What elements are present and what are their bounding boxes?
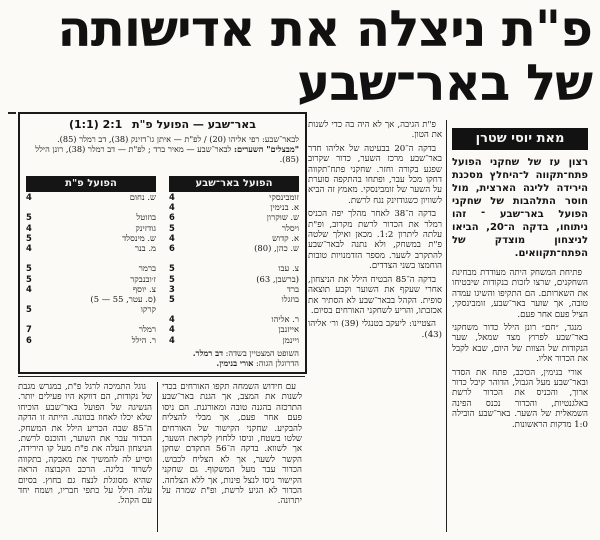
away-player-row	[26, 284, 156, 294]
player-grade: 6	[169, 212, 175, 223]
away-player-row	[26, 192, 156, 202]
player-name: ז׳ובנבקר	[130, 273, 156, 284]
player-name: גודזינק	[135, 222, 156, 233]
player-name: ש. מינסלד	[122, 232, 156, 243]
referee-name: דב רמלר.	[192, 348, 224, 358]
player-name: קרקו	[140, 304, 156, 315]
player-grade: 4	[169, 324, 175, 335]
subs-label: "מבצלים" השערים:	[234, 144, 299, 154]
match-summary-box	[18, 112, 307, 374]
box-footer	[26, 348, 299, 368]
section-divider	[18, 376, 305, 377]
home-player-row	[169, 233, 299, 243]
player-name: א. קדוש	[272, 232, 299, 243]
away-player-row	[26, 324, 156, 334]
home-player-row	[169, 324, 299, 334]
player-name: ברד	[286, 283, 299, 294]
linesman-label: הדרוגלן הגוה:	[256, 358, 299, 368]
paragraph: בדקה ה־20 בבעיטה של אליהו חדר באר־שבע מרכז השער, כדור שקרוב שפגע בקורה וחזר. שחקני פתח־תקווה דחקו מכל עבר, ופתחו בהתקפה סוערת על השער של זומבינסקי. מאמץ זה הביא לשוויון כשגודזינק נגח לרשת.	[308, 143, 442, 206]
player-name: ר. אליהו	[271, 314, 299, 325]
paragraph: בדקה ה־85 הבטיח הילל את הניצחון, אחרי שעקף את השוער וקבע תוצאה סופית. הקהל בבאר־שבע לא הסתיר את אכזבתו, והריע לשחקני האורחים בסיום.	[308, 274, 442, 316]
subs-text: לבאר־שבע — מאיר ברד ; לפ"ת — דב רמלר (38), רונן הילל (85).	[35, 144, 299, 164]
article-column-right	[452, 268, 588, 530]
paragraph: פתיחת המשחק היתה מעודדת מבחינת השחקנים, שרצו לזכות בנקודות שיבטיחו את השארותם. הם התקיפו והשיגו עמדה טובה, אך שוער באר־שבע, זומבינסקי, הציל פעם אחר פעם.	[452, 268, 588, 320]
away-player-row	[26, 202, 156, 212]
player-grade: 4	[169, 232, 175, 243]
match-title	[20, 114, 305, 134]
match-subs	[20, 144, 305, 164]
home-player-row	[169, 294, 299, 304]
player-grade: 5	[26, 232, 32, 243]
away-player-row	[26, 243, 156, 253]
away-player-row	[26, 304, 156, 314]
byline: מאת יוסי שטרן	[452, 128, 588, 150]
away-player-row	[26, 274, 156, 284]
home-player-row	[169, 202, 299, 212]
player-name: ברמר	[138, 263, 156, 274]
match-teams: באר־שבע — הפועל פ"ת	[132, 118, 256, 131]
player-grade: 4	[169, 334, 175, 345]
player-name: בוזוטל	[136, 212, 156, 223]
home-player-row	[169, 223, 299, 233]
player-name: ר. הילל	[131, 334, 156, 345]
home-player-row	[169, 253, 299, 263]
player-grade: 3	[169, 283, 175, 294]
home-player-row	[169, 304, 299, 314]
away-player-row	[26, 223, 156, 233]
player-grade: 4	[26, 192, 32, 202]
away-player-row	[26, 263, 156, 273]
player-grade: 4	[169, 192, 175, 202]
player-grade: 5	[169, 263, 175, 274]
player-name: צ. יוסף	[132, 283, 156, 294]
home-player-row	[169, 314, 299, 324]
away-player-row	[26, 294, 156, 304]
lede-paragraph: רצון עז של שחקני הפועל פתח־תקווה ל־היחלץ מסכנת הירידה לליגה הארצית, מול חוסר התלהבות של שחקני הפועל באר־שבע ־ זהו ניתוחו, בדקה ה־20, הביאו לניצחון מוצדק של הפתח־תקוואים.	[452, 157, 588, 259]
player-name: ש. נחום	[129, 192, 156, 202]
player-name: ש. כהן, (80)	[254, 242, 299, 253]
player-name: רמלר	[138, 324, 156, 335]
referee-label: השופט המצטיין בשדה:	[225, 348, 299, 358]
paragraph: אורי בנימין, הכוכב, פתח את הסדר ובאר־שבע מעל הגבול, הדוהר קיבל כדור ארוך, והכניס את הכדור לרשת באלגנטיות, והכדור נכנס הפינה השמאלית של השער. באר־שבע הובילה 1:0 מדקות הראשונות.	[452, 367, 588, 430]
player-grade: 4	[26, 222, 32, 233]
away-player-list	[26, 192, 156, 345]
match-scorers: לבאר־שבע: רפי אליהו (20) / לפ"ת — איתן גו־דזינק (38), דב רמלר (85).	[57, 134, 299, 144]
player-grade: 5	[26, 273, 32, 284]
player-grade: 5	[26, 212, 32, 223]
away-team-header: הפועל פ"ת	[26, 176, 156, 192]
paragraph: הצטיינו: ליעקב בטנגלי (39) ור׳ אליהו (43).	[308, 319, 442, 340]
home-player-row	[169, 243, 299, 253]
player-name: ש. שוקרון	[266, 212, 299, 223]
column-divider	[157, 382, 158, 532]
player-grade: 4	[169, 314, 175, 325]
match-score: 2:1 (1:1)	[69, 118, 123, 131]
away-player-row	[26, 314, 156, 324]
player-grade: 4	[26, 283, 32, 294]
paragraph: עם חידוש השמחה תקפו האורחים בכדי לשנות את המצב, אך הגנת באר־שבע התרכזה בהגנה טובה ומאורגנת. הם ניסו פעם אחר פעם, אך מבלי להצליח להבקיע. שחקני הקישור של האורחים שלטו בשטח, וניסו ללחוץ לקראת השער, אך לשווא. בדקה ה־56 התקדם שחקן הקשר לשער, אך לא הצליח לכבוש. הכדור עבר מעל המשקוף. גם שחקני הקישור ניסו לנצל פינות, אך ללא הצלחה. הכדור לא הגיע לרשת, ופ"ת שמרה על יתרונה.	[162, 382, 302, 507]
player-name: א. בנימין	[270, 202, 299, 213]
headline-line-1: פ"ת ניצלה את אדישותה	[57, 0, 592, 58]
player-grade: 4	[169, 202, 175, 213]
article-column-bottom-a	[162, 382, 302, 532]
player-name: (ס. עטר, 55 — 5)	[90, 293, 156, 304]
home-player-row	[169, 284, 299, 294]
player-name: (ברשבן, 63)	[256, 273, 299, 284]
home-player-row	[169, 212, 299, 222]
paragraph: פ"ת הגיבה, אך לא היה בה כדי לשנות את הטון.	[308, 120, 442, 141]
away-player-row	[26, 233, 156, 243]
player-name: זומבינסקי	[269, 192, 299, 202]
player-name: אייזנבן	[278, 324, 299, 335]
player-grade: 5	[169, 273, 175, 284]
player-grade: 7	[26, 324, 32, 335]
rule	[8, 112, 16, 114]
article-column-middle	[308, 120, 442, 530]
paragraph: גוגל התמיכה לרגל פ"ת, במגרש מגבת של נקודות, הם דווקא היו פעילים יותר. הנשיגה של הפועל באר־שבע הוכיחו שלא יכלו לאחוז בכוונה. הייתה זו הדקה ה־85 שבה הכריע הילל את המשחק. הכדור עבר את השוער, והוכנס לרשת. הניצחון העלה את פ"ת מעל קו הירידה, וסייע לה להמשיך את מאבקה, בתקווה לשרוד בליגה. הרכב הקבוצה הראה שהיא מסוגלת לנצח גם בחוץ. בסיום עלה הילל על כתפי חבריו, ושמח יחד עם הקהל.	[18, 382, 152, 507]
home-lineup	[169, 176, 299, 345]
player-name: ויסלר	[281, 222, 299, 233]
away-lineup	[26, 176, 156, 345]
paragraph: בדקה ה־38 לאחר מהלך יפה הכניס רמלר את הכדור לרשת מקרוב, ופ"ת עלתה ליתרון 1:2. מכאן ואילך שלטה פ"ת במשחק, ולא נתנה לבאר־שבע להתקרב לשער. מספר הזדמנויות טובות הוחמצו בשני הצדדים.	[308, 209, 442, 272]
home-player-row	[169, 263, 299, 273]
home-player-list	[169, 192, 299, 345]
player-grade: 6	[169, 242, 175, 253]
player-name: ויינמן	[282, 334, 299, 345]
home-player-row	[169, 335, 299, 345]
home-team-header: הפועל באר־שבע	[169, 176, 299, 192]
headline-line-2: של באר־שבע	[296, 54, 592, 112]
player-grade: 5	[26, 304, 32, 315]
away-player-row	[26, 212, 156, 222]
paragraph: מנגד, ״חם״ רונן הילל כדור משחקני באר־שבע לפרוץ מצד שמאל, שער הנקודות של הצוות של היום, שבא לקבל את הכדור אליו.	[452, 323, 588, 365]
player-grade: 5	[26, 263, 32, 274]
column-divider	[446, 120, 447, 532]
home-player-row	[169, 192, 299, 202]
headline	[7, 0, 592, 114]
player-grade: 6	[26, 334, 32, 345]
away-player-row	[26, 335, 156, 345]
player-name: מ. בנר	[134, 242, 156, 253]
home-player-row	[169, 274, 299, 284]
player-name: צ. עבו	[278, 263, 299, 274]
linesman-name: אורי בנימין.	[216, 358, 254, 368]
player-grade: 4	[26, 242, 32, 253]
player-name: בוזגלו	[281, 293, 299, 304]
article-column-bottom-b	[18, 382, 152, 532]
team-lineups	[26, 176, 299, 346]
player-grade: 5	[169, 222, 175, 233]
away-player-row	[26, 253, 156, 263]
player-grade: 5	[169, 293, 175, 304]
